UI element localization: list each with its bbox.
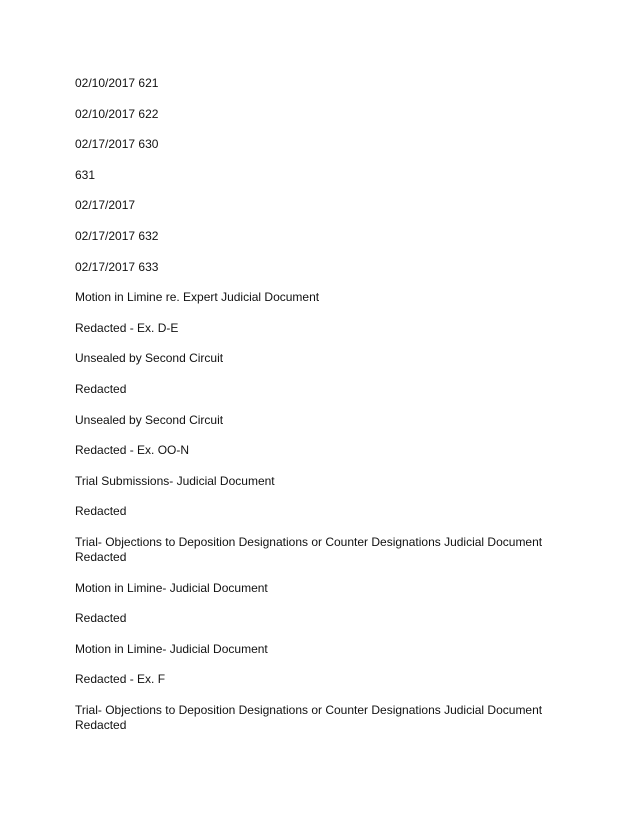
document-lines [75,76,575,748]
text-line-part: Redacted [75,549,127,564]
text-line: 02/17/2017 633 [75,259,159,274]
text-line-part: Redacted [75,717,127,732]
text-line: Redacted - Ex. OO-N [75,443,190,458]
text-line: Motion in Limine re. Expert Judicial Document [75,290,320,305]
text-line: Motion in Limine- Judicial Document [75,580,268,595]
text-line: Redacted - Ex. D-E [75,320,179,335]
text-line-part: Trial- Objections to Deposition Designations or Counter Designations Judicial Document [75,534,543,549]
text-line: Trial Submissions- Judicial Document [75,473,275,488]
text-line: 02/17/2017 630 [75,137,159,152]
text-line-wrapped [75,703,575,733]
text-line: 02/17/2017 [75,198,136,213]
text-line: Redacted [75,381,127,396]
text-line: Redacted [75,611,127,626]
text-line: Motion in Limine- Judicial Document [75,641,268,656]
text-line: 02/10/2017 621 [75,76,159,90]
text-line-wrapped [75,535,575,565]
text-line: 02/17/2017 632 [75,228,159,243]
text-line: Redacted [75,504,127,519]
text-line: Redacted - Ex. F [75,672,166,687]
text-line: Unsealed by Second Circuit [75,412,224,427]
text-line: Unsealed by Second Circuit [75,351,224,366]
text-line: 02/10/2017 622 [75,106,159,121]
text-line-part: Trial- Objections to Deposition Designations or Counter Designations Judicial Document [75,702,543,717]
text-line: 631 [75,167,96,182]
